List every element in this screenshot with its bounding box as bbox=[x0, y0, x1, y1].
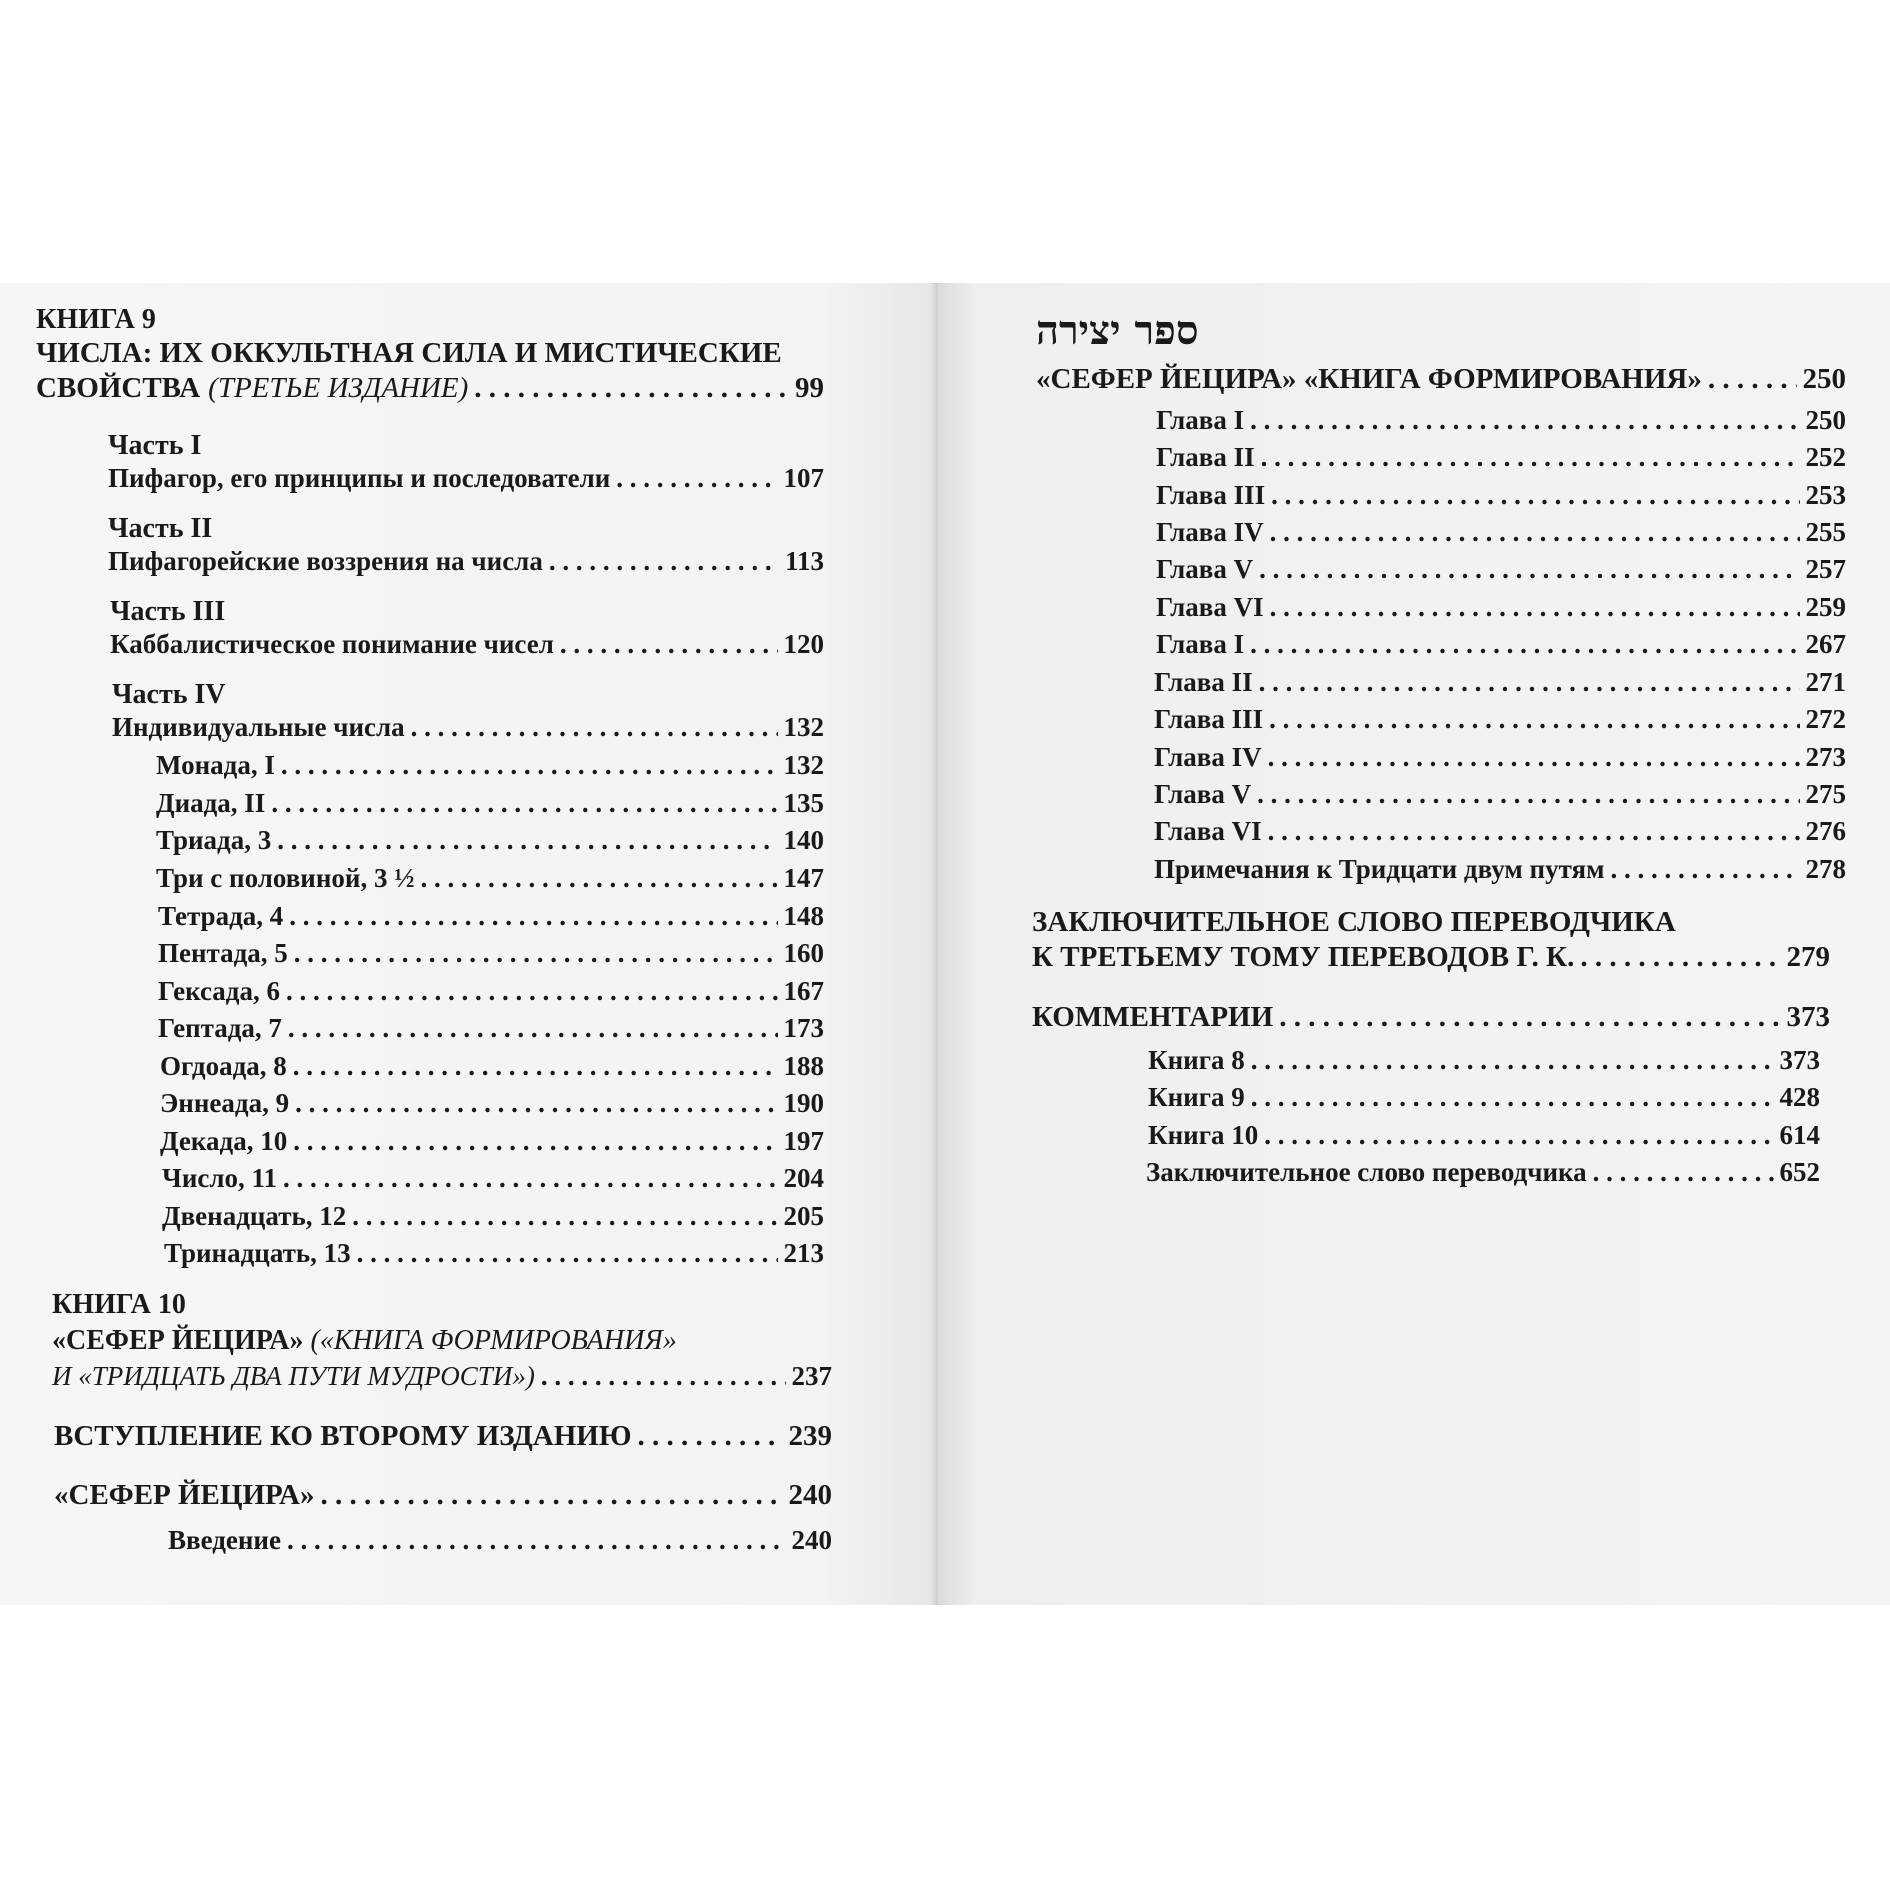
toc-entry-comments bbox=[1032, 1001, 1830, 1034]
book9-label: КНИГА 9 bbox=[36, 304, 156, 335]
page-number: 276 bbox=[1805, 816, 1846, 846]
toc-entry-chapter bbox=[1154, 704, 1846, 735]
toc-entry-number bbox=[164, 1238, 824, 1269]
leader-dots bbox=[474, 372, 789, 405]
entry-title: Глава I bbox=[1156, 405, 1245, 435]
toc-entry-chapter bbox=[1156, 517, 1846, 548]
leader-dots bbox=[288, 1013, 778, 1044]
toc-entry-book10 bbox=[52, 1361, 832, 1392]
entry-title: Монада, I bbox=[156, 750, 275, 780]
toc-entry-final-word bbox=[1032, 941, 1830, 974]
leader-dots bbox=[289, 901, 777, 932]
entry-title: Гексада, 6 bbox=[158, 976, 280, 1006]
toc-entry-chapter bbox=[1156, 405, 1846, 436]
entry-title: Глава VI bbox=[1154, 816, 1262, 846]
entry-title: Примечания к Тридцати двум путям bbox=[1154, 854, 1605, 884]
page-number: 120 bbox=[783, 629, 824, 659]
leader-dots bbox=[560, 629, 778, 660]
leader-dots bbox=[1264, 1120, 1773, 1151]
toc-entry-book9 bbox=[36, 372, 824, 405]
page-number: 135 bbox=[783, 788, 824, 818]
leader-dots bbox=[1250, 629, 1799, 660]
toc-entry-chapter bbox=[1156, 442, 1846, 473]
leader-dots bbox=[1580, 941, 1780, 974]
entry-title: Глава III bbox=[1156, 480, 1266, 510]
toc-entry-number bbox=[158, 1013, 824, 1044]
leader-dots bbox=[1259, 554, 1799, 585]
leader-dots bbox=[1271, 480, 1799, 511]
entry-title: Три с половиной, 3 ½ bbox=[156, 863, 415, 893]
toc-entry-intro2 bbox=[54, 1420, 832, 1453]
toc-entry-comment bbox=[1146, 1157, 1820, 1188]
entry-title: Глава V bbox=[1154, 779, 1252, 809]
toc-entry-chapter bbox=[1156, 592, 1846, 623]
entry-title: КОММЕНТАРИИ bbox=[1032, 1001, 1274, 1033]
entry-title: Книга 8 bbox=[1148, 1045, 1245, 1075]
book9-title-line2: СВОЙСТВА bbox=[36, 372, 201, 404]
leader-dots bbox=[286, 976, 778, 1007]
page-number: 255 bbox=[1805, 517, 1846, 547]
toc-entry-number bbox=[156, 825, 824, 856]
leader-dots bbox=[283, 1163, 777, 1194]
toc-entry-sefer bbox=[54, 1479, 832, 1512]
entry-title: Пентада, 5 bbox=[158, 938, 288, 968]
toc-entry-chapter bbox=[1156, 480, 1846, 511]
entry-title: Индивидуальные числа bbox=[112, 712, 405, 742]
leader-dots bbox=[277, 825, 777, 856]
leader-dots bbox=[411, 712, 778, 743]
leader-dots bbox=[294, 938, 778, 969]
page-number: 239 bbox=[788, 1420, 832, 1452]
entry-title: Глава VI bbox=[1156, 592, 1264, 622]
leader-dots bbox=[320, 1479, 782, 1512]
toc-entry-number bbox=[156, 750, 824, 781]
book10-title-italic: («КНИГА ФОРМИРОВАНИЯ» bbox=[310, 1325, 677, 1356]
entry-title: Триада, 3 bbox=[156, 825, 272, 855]
leader-dots bbox=[1279, 1001, 1780, 1034]
page-number: 250 bbox=[1805, 405, 1846, 435]
entry-title: Тетрада, 4 bbox=[158, 901, 284, 931]
part4-label: Часть IV bbox=[112, 679, 226, 710]
page-number: 190 bbox=[783, 1088, 824, 1118]
page-number: 213 bbox=[783, 1238, 824, 1268]
leader-dots bbox=[271, 788, 777, 819]
final-word-line1: ЗАКЛЮЧИТЕЛЬНОЕ СЛОВО ПЕРЕВОДЧИКА bbox=[1032, 906, 1676, 938]
toc-entry-number bbox=[162, 1201, 824, 1232]
book-spread bbox=[0, 283, 1890, 1605]
book9-title-line1: ЧИСЛА: ИХ ОККУЛЬТНАЯ СИЛА И МИСТИЧЕСКИЕ bbox=[36, 337, 782, 369]
leader-dots bbox=[1261, 442, 1800, 473]
entry-title: Книга 9 bbox=[1148, 1082, 1245, 1112]
page-number: 272 bbox=[1805, 704, 1846, 734]
leader-dots bbox=[293, 1126, 777, 1157]
entry-title: Глава V bbox=[1156, 554, 1254, 584]
toc-entry-vvedenie bbox=[168, 1525, 832, 1556]
page-number: 148 bbox=[783, 901, 824, 931]
toc-entry-chapter bbox=[1156, 554, 1846, 585]
page-number: 267 bbox=[1805, 629, 1846, 659]
toc-entry-comment bbox=[1148, 1120, 1820, 1151]
page-number: 99 bbox=[795, 372, 824, 404]
toc-entry-chapter bbox=[1154, 779, 1846, 810]
leader-dots bbox=[352, 1201, 777, 1232]
leader-dots bbox=[1270, 517, 1800, 548]
toc-entry-part3 bbox=[110, 629, 824, 660]
toc-entry-chapter bbox=[1154, 667, 1846, 698]
leader-dots bbox=[1250, 405, 1799, 436]
toc-entry-part4 bbox=[112, 712, 824, 743]
entry-title: Эннеада, 9 bbox=[160, 1088, 290, 1118]
page-number: 240 bbox=[791, 1525, 832, 1555]
entry-title: Двенадцать, 12 bbox=[162, 1201, 347, 1231]
book10-title-line2: И «ТРИДЦАТЬ ДВА ПУТИ МУДРОСТИ») bbox=[52, 1361, 535, 1391]
page-number: 278 bbox=[1805, 854, 1846, 884]
toc-entry-notes bbox=[1154, 854, 1846, 885]
toc-entry-number bbox=[156, 863, 824, 894]
entry-title: Книга 10 bbox=[1148, 1120, 1259, 1150]
entry-title: Глава II bbox=[1156, 442, 1255, 472]
page-number: 147 bbox=[783, 863, 824, 893]
page-number: 275 bbox=[1805, 779, 1846, 809]
part2-label: Часть II bbox=[108, 513, 213, 544]
page-number: 273 bbox=[1805, 742, 1846, 772]
entry-title: Тринадцать, 13 bbox=[164, 1238, 351, 1268]
leader-dots bbox=[1708, 363, 1797, 396]
right-page bbox=[938, 283, 1890, 1605]
toc-entry-number bbox=[156, 788, 824, 819]
page-number: 197 bbox=[783, 1126, 824, 1156]
page-number: 113 bbox=[784, 546, 824, 576]
leader-dots bbox=[281, 750, 778, 781]
entry-title: Глава II bbox=[1154, 667, 1253, 697]
entry-title: Глава IV bbox=[1156, 517, 1264, 547]
toc-entry-part1 bbox=[108, 463, 824, 494]
leader-dots bbox=[541, 1361, 786, 1392]
page-number: 132 bbox=[783, 750, 824, 780]
page-number: 173 bbox=[783, 1013, 824, 1043]
book10-label: КНИГА 10 bbox=[52, 1289, 186, 1320]
page-number: 160 bbox=[783, 938, 824, 968]
toc-entry-number bbox=[158, 901, 824, 932]
page-number: 279 bbox=[1786, 941, 1830, 973]
page-number: 253 bbox=[1805, 480, 1846, 510]
page-number: 252 bbox=[1805, 442, 1846, 472]
entry-title: Огдоада, 8 bbox=[160, 1051, 287, 1081]
page-number: 205 bbox=[783, 1201, 824, 1231]
toc-entry-number bbox=[158, 938, 824, 969]
entry-title: ВСТУПЛЕНИЕ КО ВТОРОМУ ИЗДАНИЮ bbox=[54, 1420, 632, 1452]
entry-title: Декада, 10 bbox=[160, 1126, 288, 1156]
page-number: 250 bbox=[1802, 363, 1846, 395]
leader-dots bbox=[1269, 704, 1799, 735]
leader-dots bbox=[1251, 1082, 1774, 1113]
leader-dots bbox=[1257, 779, 1799, 810]
part1-label: Часть I bbox=[108, 430, 202, 461]
toc-entry-chapter bbox=[1156, 629, 1846, 660]
page-number: 132 bbox=[783, 712, 824, 742]
leader-dots bbox=[1610, 854, 1799, 885]
leader-dots bbox=[549, 546, 779, 577]
page-number: 373 bbox=[1786, 1001, 1830, 1033]
toc-entry-chapter bbox=[1154, 742, 1846, 773]
page-number: 428 bbox=[1779, 1082, 1820, 1112]
leader-dots bbox=[1251, 1045, 1774, 1076]
page-number: 237 bbox=[791, 1361, 832, 1391]
page-number: 614 bbox=[1779, 1120, 1820, 1150]
toc-entry-comment bbox=[1148, 1082, 1820, 1113]
leader-dots bbox=[295, 1088, 777, 1119]
left-page bbox=[0, 283, 938, 1605]
leader-dots bbox=[1593, 1157, 1774, 1188]
leader-dots bbox=[293, 1051, 778, 1082]
entry-title: Диада, II bbox=[156, 788, 266, 818]
toc-entry-part2 bbox=[108, 546, 824, 577]
entry-title: Глава III bbox=[1154, 704, 1264, 734]
toc-entry-number bbox=[160, 1126, 824, 1157]
page-number: 373 bbox=[1779, 1045, 1820, 1075]
leader-dots bbox=[637, 1420, 782, 1453]
leader-dots bbox=[287, 1525, 786, 1556]
page-number: 257 bbox=[1805, 554, 1846, 584]
page-number: 652 bbox=[1779, 1157, 1820, 1187]
entry-title: К ТРЕТЬЕМУ ТОМУ ПЕРЕВОДОВ Г. К. bbox=[1032, 941, 1575, 973]
toc-entry-comment bbox=[1148, 1045, 1820, 1076]
entry-title: «СЕФЕР ЙЕЦИРА» «КНИГА ФОРМИРОВАНИЯ» bbox=[1036, 363, 1702, 395]
page-number: 107 bbox=[783, 463, 824, 493]
entry-title: Число, 11 bbox=[162, 1163, 278, 1193]
entry-title: Пифагорейские воззрения на числа bbox=[108, 546, 543, 576]
leader-dots bbox=[616, 463, 777, 494]
toc-entry-number bbox=[158, 976, 824, 1007]
page-number: 204 bbox=[783, 1163, 824, 1193]
leader-dots bbox=[420, 863, 777, 894]
entry-title: Введение bbox=[168, 1525, 281, 1555]
page-number: 259 bbox=[1805, 592, 1846, 622]
toc-entry-number bbox=[160, 1051, 824, 1082]
entry-title: Заключительное слово переводчика bbox=[1146, 1157, 1587, 1187]
entry-title: Глава I bbox=[1156, 629, 1245, 659]
page-number: 167 bbox=[783, 976, 824, 1006]
entry-title: Глава IV bbox=[1154, 742, 1262, 772]
leader-dots bbox=[1270, 592, 1800, 623]
leader-dots bbox=[1268, 816, 1800, 847]
leader-dots bbox=[357, 1238, 778, 1269]
page-number: 271 bbox=[1805, 667, 1846, 697]
hebrew-title: ספר יצירה bbox=[1036, 307, 1199, 354]
book9-title-italic: (ТРЕТЬЕ ИЗДАНИЕ) bbox=[208, 372, 469, 404]
book10-title-line1 bbox=[52, 1325, 677, 1357]
page-number: 188 bbox=[783, 1051, 824, 1081]
toc-entry-chapter bbox=[1154, 816, 1846, 847]
book10-title-bold: «СЕФЕР ЙЕЦИРА» bbox=[52, 1325, 304, 1356]
entry-title: Каббалистическое понимание чисел bbox=[110, 629, 554, 659]
page-number: 240 bbox=[788, 1479, 832, 1511]
entry-title: Пифагор, его принципы и последователи bbox=[108, 463, 611, 493]
toc-entry-number bbox=[162, 1163, 824, 1194]
toc-entry-sefer-formation bbox=[1036, 363, 1846, 396]
leader-dots bbox=[1259, 667, 1800, 698]
leader-dots bbox=[1268, 742, 1800, 773]
toc-entry-number bbox=[160, 1088, 824, 1119]
entry-title: Гептада, 7 bbox=[158, 1013, 282, 1043]
entry-title: «СЕФЕР ЙЕЦИРА» bbox=[54, 1479, 315, 1511]
page-number: 140 bbox=[783, 825, 824, 855]
part3-label: Часть III bbox=[110, 596, 226, 627]
